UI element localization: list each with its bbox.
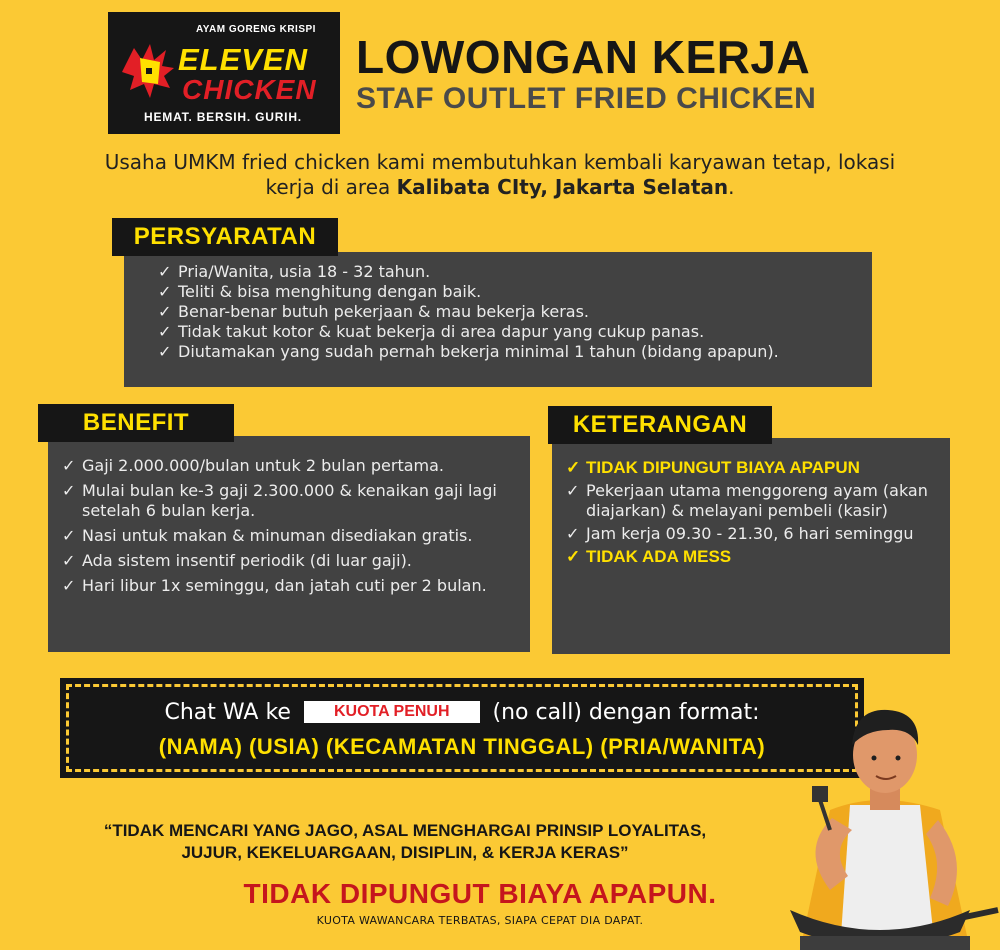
list-item-text: Hari libur 1x seminggu, dan jatah cuti per 2 bulan. — [82, 576, 487, 595]
list-item — [158, 342, 858, 362]
list-item — [158, 262, 858, 282]
contact-line — [60, 700, 864, 725]
check-icon: ✓ — [158, 262, 172, 281]
check-icon: ✓ — [62, 551, 76, 570]
list-item — [566, 547, 940, 567]
list-item — [158, 322, 858, 342]
list-item — [566, 524, 940, 544]
list-item — [566, 458, 940, 478]
benefit-heading: BENEFIT — [38, 404, 234, 442]
list-item-text: Gaji 2.000.000/bulan untuk 2 bulan pertama. — [82, 456, 444, 475]
logo-tagline-bottom: HEMAT. BERSIH. GURIH. — [144, 110, 302, 124]
quote-line: JUJUR, KEKELUARGAAN, DISIPLIN, & KERJA KERAS” — [181, 843, 629, 862]
contact-prefix: Chat WA ke — [164, 700, 291, 725]
list-item-text: Pekerjaan utama menggoreng ayam (akan diajarkan) & melayani pembeli (kasir) — [586, 481, 928, 520]
check-icon: ✓ — [62, 576, 76, 595]
check-icon: ✓ — [158, 322, 172, 341]
check-icon: ✓ — [62, 526, 76, 545]
chef-frying-illustration — [770, 700, 1000, 950]
notes-panel — [552, 438, 950, 654]
brand-logo — [108, 12, 340, 134]
quote-line: “TIDAK MENCARI YANG JAGO, ASAL MENGHARGAI PRINSIP LOYALITAS, — [103, 821, 707, 840]
check-icon: ✓ — [158, 342, 172, 361]
list-item — [62, 481, 518, 521]
check-icon: ✓ — [158, 302, 172, 321]
list-item-text: Pria/Wanita, usia 18 - 32 tahun. — [178, 262, 431, 281]
quota-badge: KUOTA PENUH — [304, 701, 480, 723]
list-item-text: Benar-benar butuh pekerjaan & mau bekerja keras. — [178, 302, 590, 321]
list-item-text: Mulai bulan ke-3 gaji 2.300.000 & kenaikan gaji lagi setelah 6 bulan kerja. — [82, 481, 497, 520]
benefit-list — [62, 456, 518, 596]
list-item-text: Tidak takut kotor & kuat bekerja di area dapur yang cukup panas. — [178, 322, 705, 341]
requirements-panel — [124, 252, 872, 387]
list-item — [158, 282, 858, 302]
contact-suffix: (no call) dengan format: — [492, 700, 760, 725]
check-icon: ✓ — [566, 547, 581, 566]
list-item — [62, 576, 518, 596]
requirements-list — [158, 262, 858, 362]
page-title: LOWONGAN KERJA — [356, 31, 811, 83]
page-subtitle: STAF OUTLET FRIED CHICKEN — [356, 82, 817, 115]
check-icon: ✓ — [62, 456, 76, 475]
requirements-heading: PERSYARATAN — [112, 218, 338, 256]
logo-word-chicken: CHICKEN — [182, 74, 317, 105]
logo-tagline-top: AYAM GORENG KRISPI — [196, 24, 316, 35]
list-item — [158, 302, 858, 322]
check-icon: ✓ — [566, 524, 580, 543]
list-item-text: TIDAK ADA MESS — [586, 547, 732, 566]
check-icon: ✓ — [566, 481, 580, 500]
list-item — [62, 526, 518, 546]
list-item — [566, 481, 940, 521]
chicken-logo-icon — [120, 38, 178, 102]
intro-location: Kalibata CIty, Jakarta Selatan — [396, 175, 729, 199]
list-item-text: Jam kerja 09.30 - 21.30, 6 hari seminggu — [586, 524, 914, 543]
list-item-text: Ada sistem insentif periodik (di luar gaji). — [82, 551, 412, 570]
benefit-panel — [48, 436, 530, 652]
list-item-text: Teliti & bisa menghitung dengan baik. — [178, 282, 482, 301]
no-fee-notice: TIDAK DIPUNGUT BIAYA APAPUN. — [243, 878, 717, 909]
list-item-text: Diutamakan yang sudah pernah bekerja minimal 1 tahun (bidang apapun). — [178, 342, 779, 361]
intro-text: Usaha UMKM fried chicken kami membutuhkan kembali karyawan tetap, lokasi kerja di area — [104, 150, 896, 199]
quota-notice: KUOTA WAWANCARA TERBATAS, SIAPA CEPAT DIA DAPAT. — [316, 914, 644, 927]
intro-paragraph — [90, 150, 910, 200]
check-icon: ✓ — [566, 458, 581, 477]
contact-format: (NAMA) (USIA) (KECAMATAN TINGGAL) (PRIA/WANITA) — [158, 734, 766, 759]
check-icon: ✓ — [158, 282, 172, 301]
motto-quote — [40, 820, 770, 864]
check-icon: ✓ — [62, 481, 76, 500]
list-item — [62, 456, 518, 476]
notes-list — [566, 458, 940, 567]
logo-word-eleven: ELEVEN — [178, 42, 309, 77]
list-item — [62, 551, 518, 571]
contact-box — [60, 678, 864, 778]
list-item-text: Nasi untuk makan & minuman disediakan gratis. — [82, 526, 473, 545]
notes-heading: KETERANGAN — [548, 406, 772, 444]
intro-text-end: . — [728, 175, 735, 199]
list-item-text: TIDAK DIPUNGUT BIAYA APAPUN — [586, 458, 860, 477]
